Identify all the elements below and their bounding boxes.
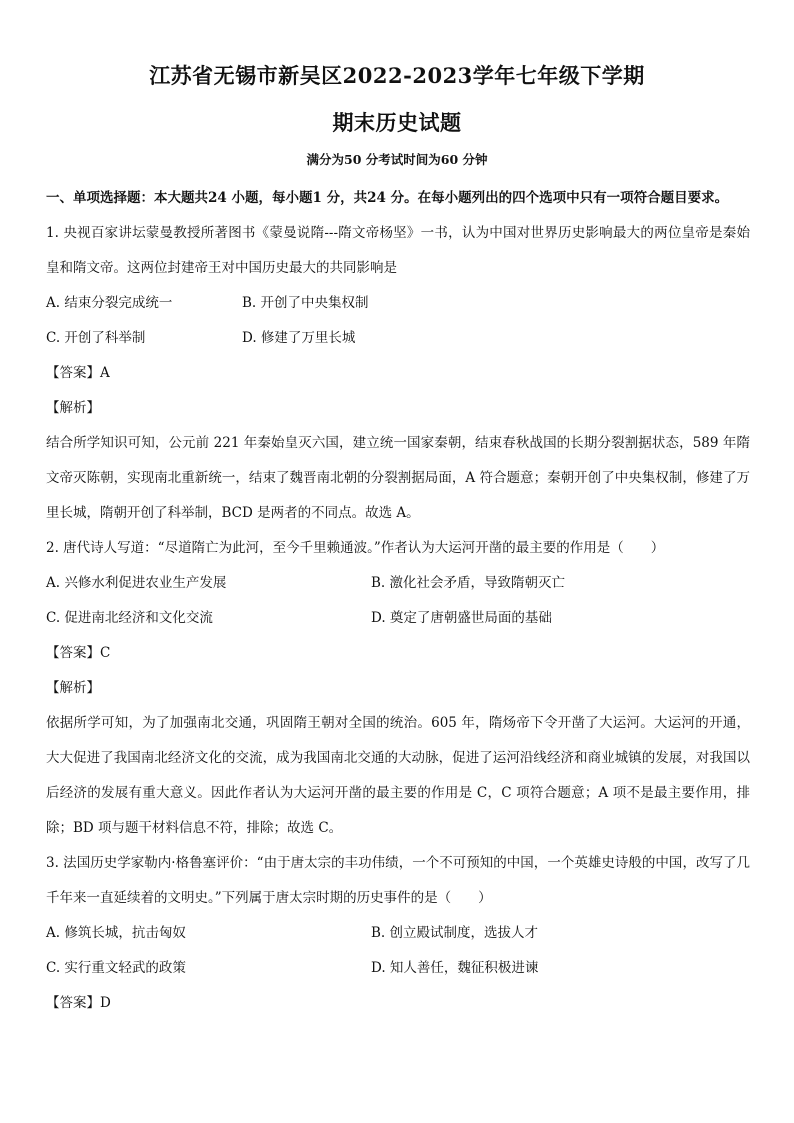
question-1-stem: 1. 央视百家讲坛蒙曼教授所著图书《蒙曼说隋---隋文帝杨坚》一书，认为中国对世界历史影响最大的两位皇帝是秦始皇和隋文帝。这两位封建帝王对中国历史最大的共同影响是: [46, 225, 750, 276]
question-3-answer: 【答案】D: [46, 995, 111, 1011]
exam-title-line2: 期末历史试题: [332, 110, 462, 135]
question-2-analysis-label: 【解析】: [46, 680, 100, 696]
question-3-options-row-1: [46, 916, 750, 951]
exam-subtitle: 满分为50 分考试时间为60 分钟: [306, 152, 488, 167]
question-2-options-row-2: [46, 601, 750, 636]
question-3-stem: 3. 法国历史学家勒内·格鲁塞评价：“由于唐太宗的丰功伟绩，一个不可预知的中国，一个英雄史诗般的中国，改写了几千年来一直延续着的文明史。”下列属于唐太宗时期的历史事件的是（ ）: [46, 855, 750, 906]
question-1-options-row-1: [46, 286, 750, 321]
question-2-option-b: B. 激化社会矛盾，导致隋朝灭亡: [371, 575, 566, 591]
question-3-option-b: B. 创立殿试制度，选拔人才: [371, 925, 539, 941]
question-1-answer: 【答案】A: [46, 365, 110, 381]
question-1-option-a: A. 结束分裂完成统一: [46, 295, 173, 311]
section-heading: 一、单项选择题：本大题共24 小题，每小题1 分，共24 分。在每小题列出的四个选项中只有一项符合题目要求。: [46, 190, 729, 206]
question-1-options-row-2: [46, 321, 750, 356]
question-2-answer: 【答案】C: [46, 645, 111, 661]
question-3-options-row-2: [46, 951, 750, 986]
question-1-option-b: B. 开创了中央集权制: [242, 295, 369, 311]
question-2-option-d: D. 奠定了唐朝盛世局面的基础: [371, 610, 552, 626]
question-2-analysis: 依据所学可知，为了加强南北交通，巩固隋王朝对全国的统治。605 年，隋炀帝下令开凿了大运河。大运河的开通，大大促进了我国南北经济文化的交流，成为我国南北交通的大动脉，促进了运河沿线经济和商业城镇的发展，对我国以后经济的发展有重大意义。因此作者认为大运河开凿的最主要的作用是 C，C 项符合题意；A 项不是最主要作用，排除；BD 项与题干材料信息不符，排除；故选 C。: [46, 715, 750, 836]
question-3-option-d: D. 知人善任，魏征积极进谏: [371, 960, 539, 976]
question-1-option-d: D. 修建了万里长城: [242, 330, 356, 346]
question-2-option-a: A. 兴修水利促进农业生产发展: [46, 575, 227, 591]
question-2-option-c: C. 促进南北经济和文化交流: [46, 610, 213, 626]
question-2-options-row-1: [46, 566, 750, 601]
question-3-option-a: A. 修筑长城，抗击匈奴: [46, 925, 186, 941]
question-1-analysis-label: 【解析】: [46, 400, 100, 416]
exam-content: [46, 181, 750, 1021]
question-1-option-c: C. 开创了科举制: [46, 330, 146, 346]
exam-title-line1: 江苏省无锡市新吴区2022-2023学年七年级下学期: [149, 63, 645, 88]
question-2-stem: 2. 唐代诗人写道：“尽道隋亡为此河，至今千里赖通波。”作者认为大运河开凿的最主要的作用是（ ）: [46, 540, 665, 556]
question-1-analysis: 结合所学知识可知，公元前 221 年秦始皇灭六国，建立统一国家秦朝，结束春秋战国的长期分裂割据状态，589 年隋文帝灭陈朝，实现南北重新统一，结束了魏晋南北朝的分裂割据局面，A 符合题意；秦朝开创了中央集权制，修建了万里长城，隋朝开创了科举制，BCD 是两者的不同点。故选 A。: [46, 435, 750, 521]
question-3-option-c: C. 实行重文轻武的政策: [46, 960, 186, 976]
